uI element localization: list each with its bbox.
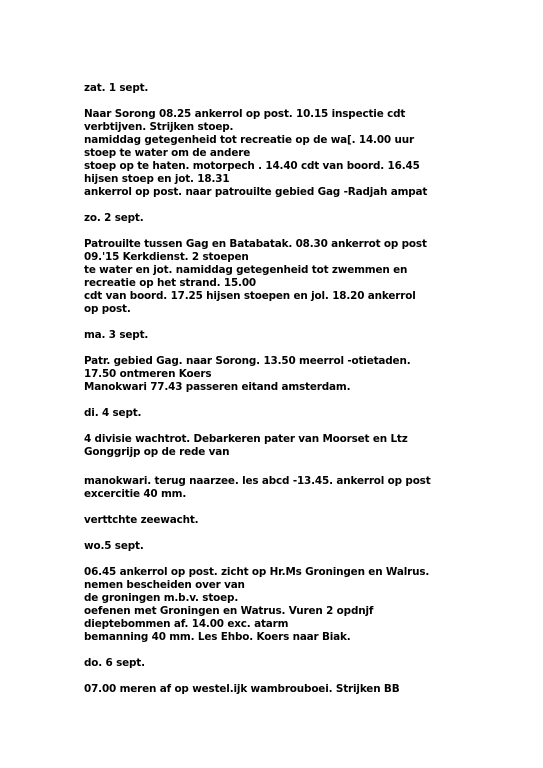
entry-line: hijsen stoep en jot. 18.31 [84, 173, 230, 185]
entry-line: Patr. gebied Gag. naar Sorong. 13.50 meerrol -otietaden. [84, 355, 411, 367]
entry-line: oefenen met Groningen en Watrus. Vuren 2 opdnjf [84, 605, 374, 617]
entry-line: bemanning 40 mm. Les Ehbo. Koers naar Biak. [84, 631, 351, 643]
entry-line: verbtijven. Strijken stoep. [84, 121, 234, 133]
entry-date: di. 4 sept. [84, 407, 142, 419]
entry-line: op post. [84, 303, 131, 315]
entry-line: excercitie 40 mm. [84, 488, 187, 500]
entry-date: wo.5 sept. [84, 540, 144, 552]
entry-line: Naar Sorong 08.25 ankerrol op post. 10.15 inspectie cdt [84, 108, 406, 120]
entry-line: verttchte zeewacht. [84, 514, 199, 526]
entry-line: nemen bescheiden over van [84, 579, 245, 591]
entry-line: Gonggrijp op de rede van [84, 446, 230, 458]
entry-date: zo. 2 sept. [84, 212, 144, 224]
entry-line: namiddag getegenheid tot recreatie op de wa[. 14.00 uur [84, 134, 414, 146]
entry-date: do. 6 sept. [84, 657, 145, 669]
entry-line: de groningen m.b.v. stoep. [84, 592, 239, 604]
entry-line: 07.00 meren af op westel.ijk wambrouboei. Strijken BB [84, 683, 400, 695]
entry-line: te water en jot. namiddag getegenheid tot zwemmen en [84, 264, 408, 276]
entry-line: manokwari. terug naarzee. les abcd -13.45. ankerrol op post [84, 475, 431, 487]
entry-line: stoep te water om de andere [84, 147, 251, 159]
entry-date: ma. 3 sept. [84, 329, 149, 341]
entry-line: cdt van boord. 17.25 hijsen stoepen en jol. 18.20 ankerrol [84, 290, 416, 302]
entry-line: recreatie op het strand. 15.00 [84, 277, 256, 289]
entry-line: 4 divisie wachtrot. Debarkeren pater van Moorset en Ltz [84, 433, 408, 445]
entry-line: 06.45 ankerrol op post. zicht op Hr.Ms Groningen en Walrus. [84, 566, 430, 578]
entry-line: ankerrol op post. naar patrouilte gebied Gag -Radjah ampat [84, 186, 428, 198]
entry-line: stoep op te haten. motorpech . 14.40 cdt van boord. 16.45 [84, 160, 420, 172]
entry-line: 09.'15 Kerkdienst. 2 stoepen [84, 251, 249, 263]
entry-line: Patrouilte tussen Gag en Batabatak. 08.30 ankerrot op post [84, 238, 427, 250]
entry-line: 17.50 ontmeren Koers [84, 368, 212, 380]
entry-line: dieptebommen af. 14.00 exc. atarm [84, 618, 289, 630]
entry-date: zat. 1 sept. [84, 82, 149, 94]
entry-line: Manokwari 77.43 passeren eitand amsterdam. [84, 381, 351, 393]
